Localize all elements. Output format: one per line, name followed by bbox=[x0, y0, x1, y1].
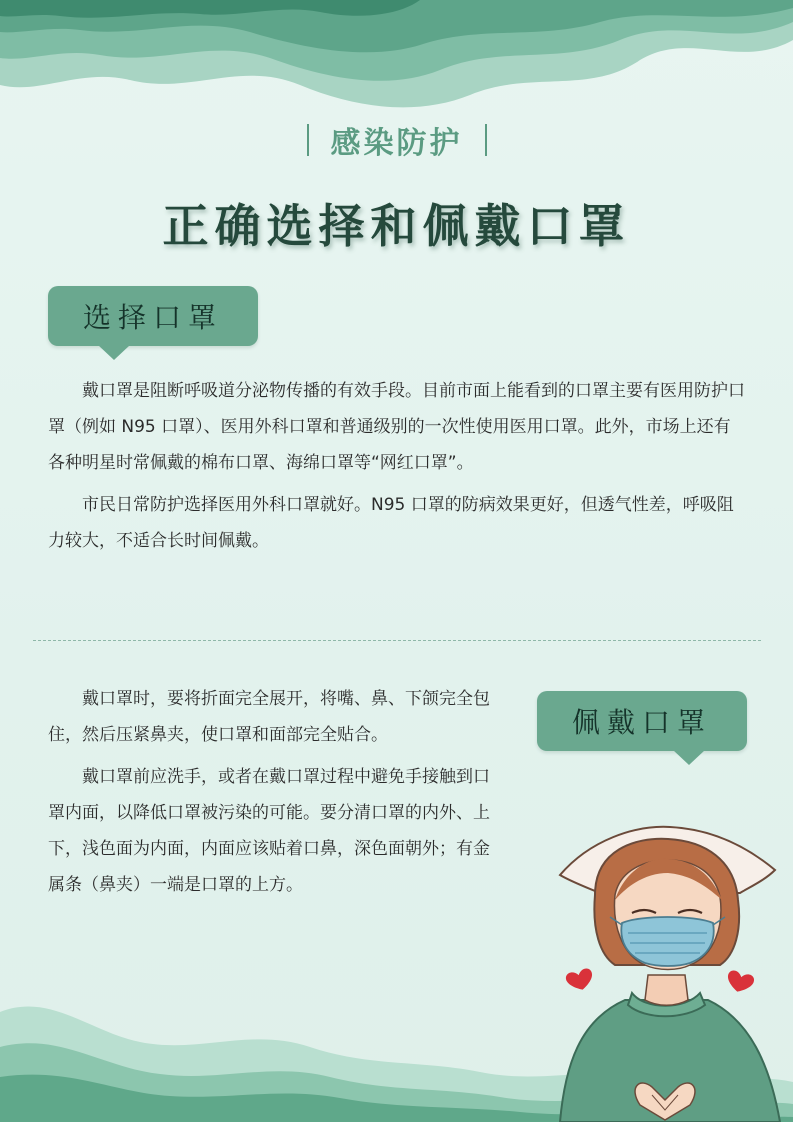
nurse-illustration bbox=[540, 815, 793, 1122]
subtitle-right-bar bbox=[485, 124, 487, 156]
paragraph: 戴口罩是阻断呼吸道分泌物传播的有效手段。目前市面上能看到的口罩主要有医用防护口罩（例如 N95 口罩）、医用外科口罩和普通级别的一次性使用医用口罩。此外，市场上还有各种明星时常佩戴的棉布口罩、海绵口罩等“网红口罩”。 bbox=[48, 381, 745, 473]
subtitle bbox=[307, 118, 487, 162]
section-choose-body bbox=[48, 373, 746, 565]
section-label-wear-text: 佩戴口罩 bbox=[571, 706, 712, 739]
section-label-wear bbox=[537, 691, 747, 751]
paragraph: 戴口罩前应洗手，或者在戴口罩过程中避免手接触到口罩内面，以降低口罩被污染的可能。要分清口罩的内外、上下，浅色面为内面，内面应该贴着口鼻，深色面朝外；有金属条（鼻夹）一端是口罩的上方。 bbox=[48, 767, 490, 895]
label-tail bbox=[98, 345, 130, 360]
label-tail bbox=[673, 750, 705, 765]
section-divider bbox=[33, 640, 761, 641]
section-label-choose-text: 选择口罩 bbox=[82, 301, 223, 334]
paragraph: 市民日常防护选择医用外科口罩就好。N95 口罩的防病效果更好，但透气性差，呼吸阻力较大，不适合长时间佩戴。 bbox=[48, 495, 734, 551]
subtitle-text: 感染防护 bbox=[330, 126, 463, 161]
section-wear-body bbox=[48, 681, 496, 909]
page-title: 正确选择和佩戴口罩 bbox=[162, 199, 631, 253]
subtitle-left-bar bbox=[307, 124, 309, 156]
section-label-choose bbox=[48, 286, 258, 346]
subtitle-block bbox=[0, 118, 793, 162]
paragraph: 戴口罩时，要将折面完全展开，将嘴、鼻、下颌完全包住，然后压紧鼻夹，使口罩和面部完全贴合。 bbox=[48, 689, 490, 745]
